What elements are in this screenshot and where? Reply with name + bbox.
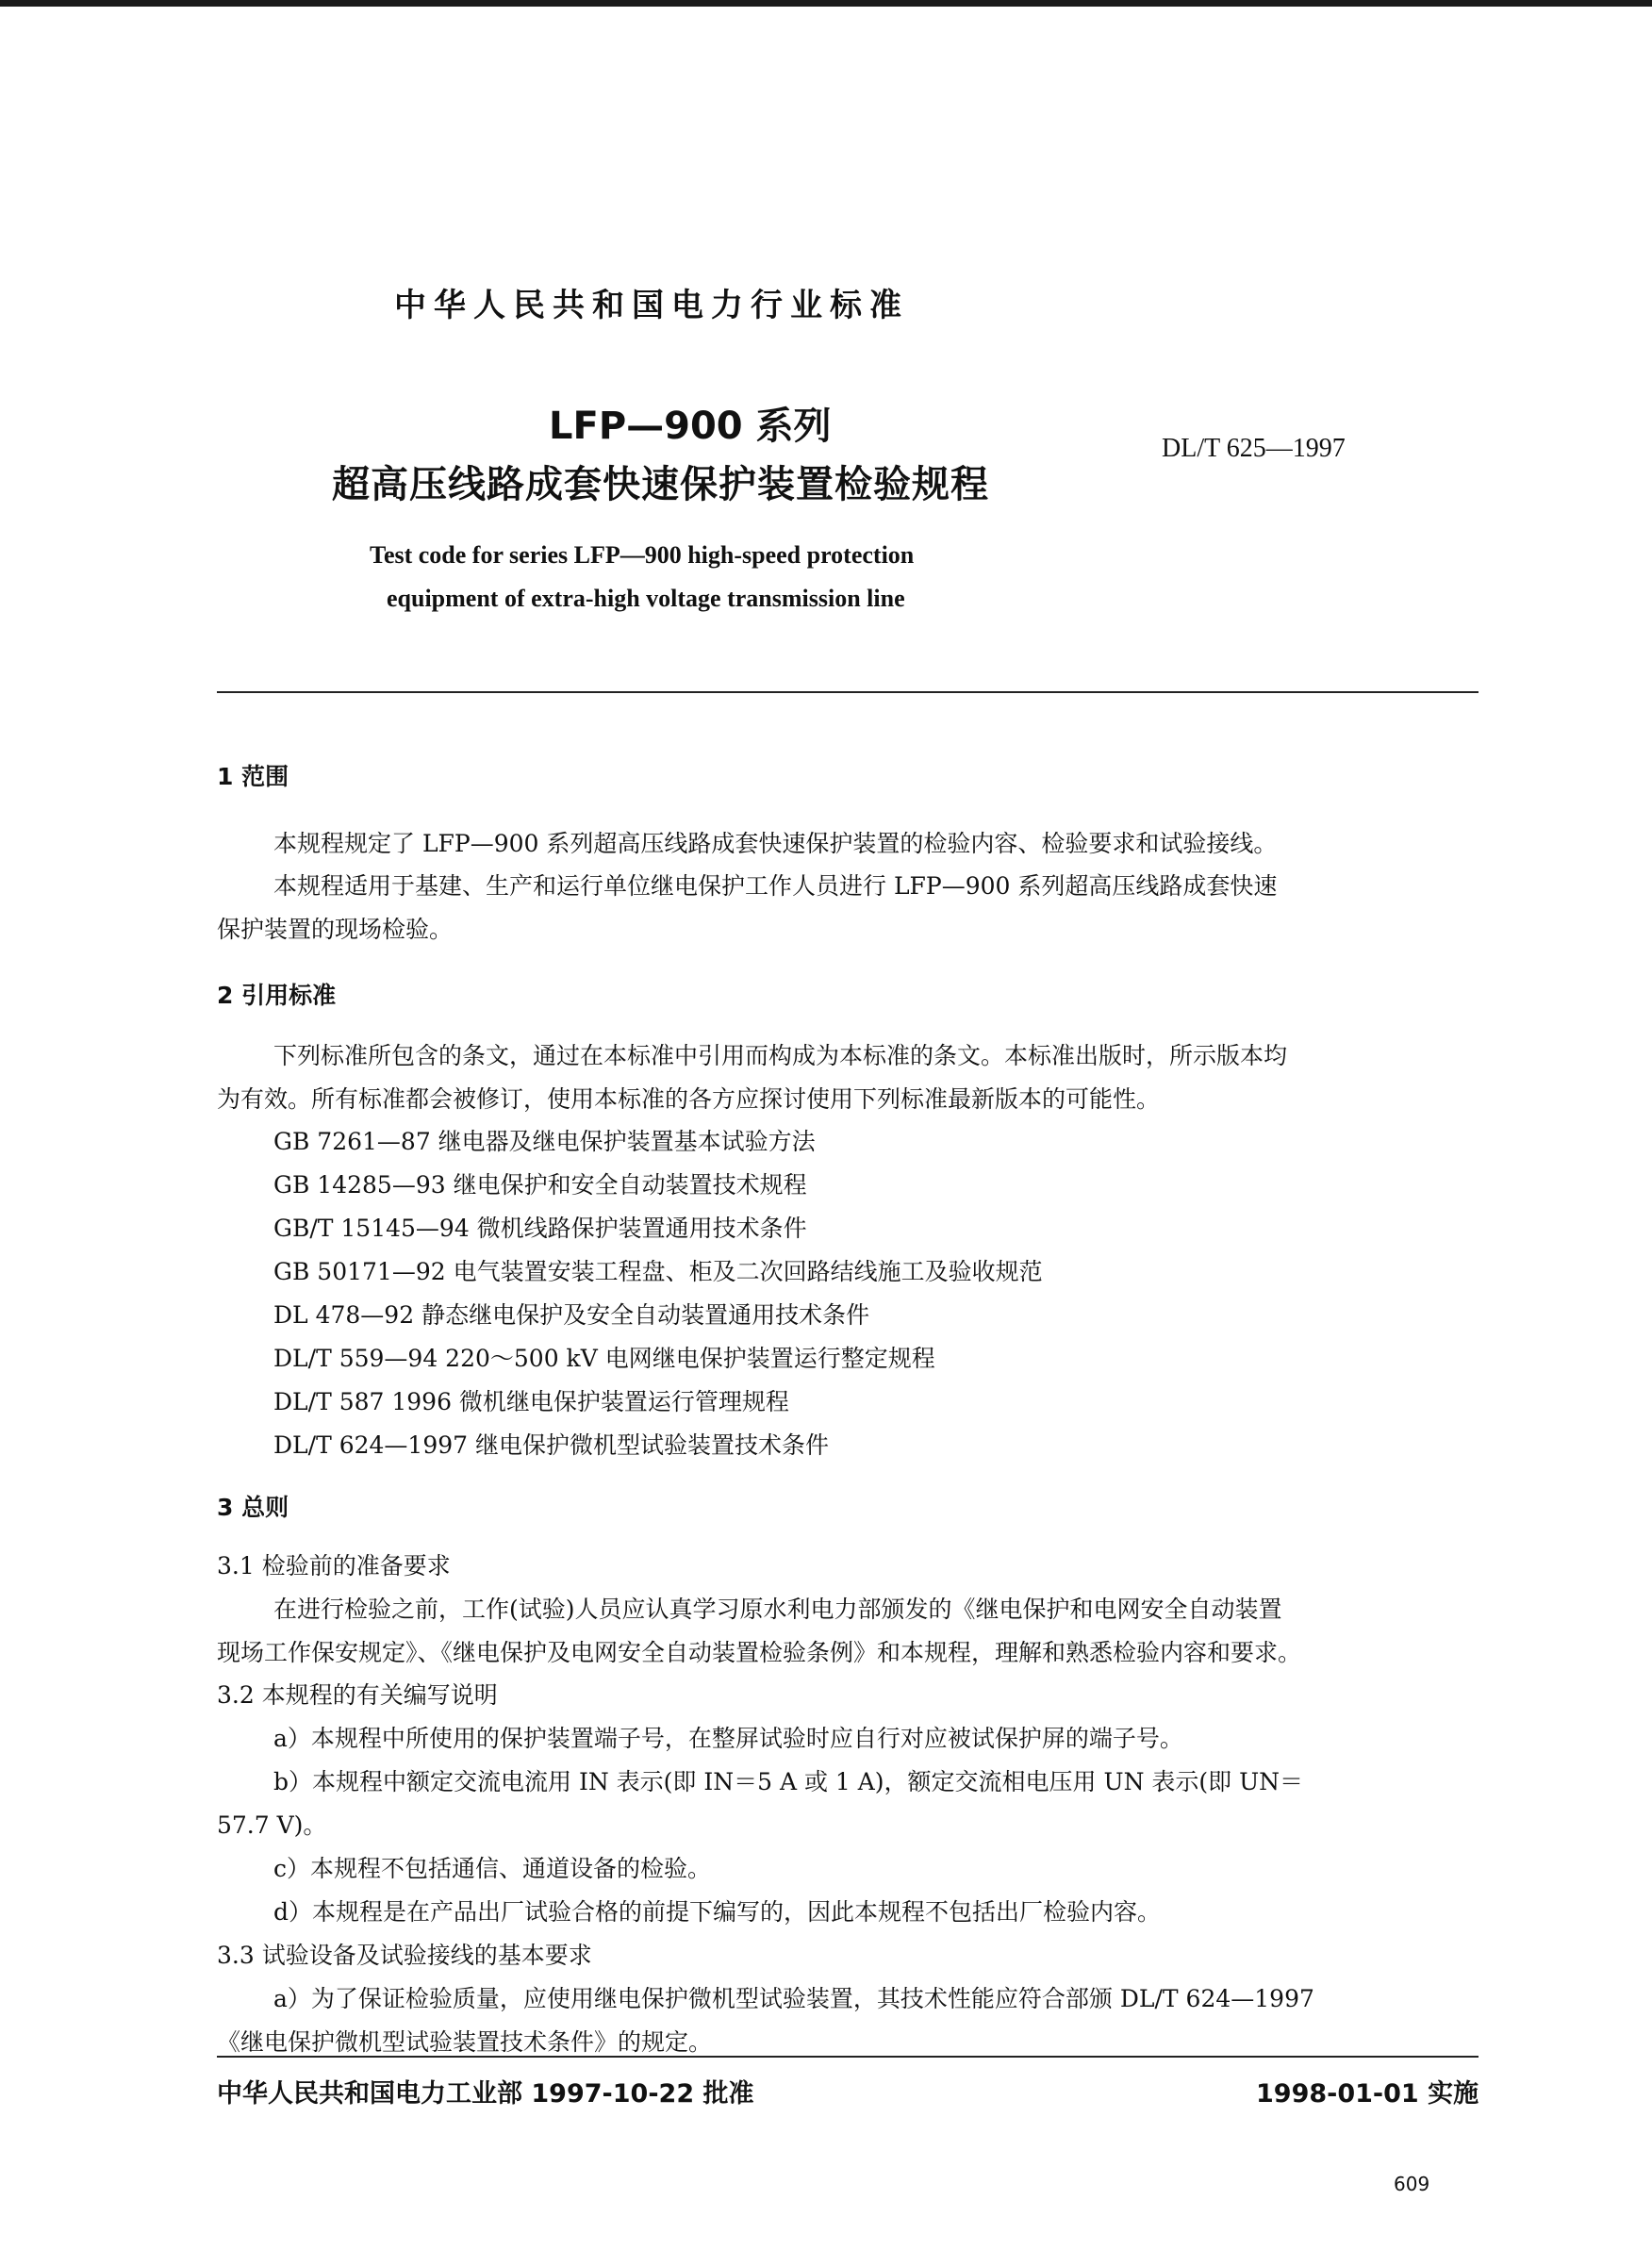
section-3-heading: 3 总则 [217, 1494, 289, 1521]
section-3-2-heading: 3.2 本规程的有关编写说明 [217, 1681, 498, 1709]
section-3-3-heading: 3.3 试验设备及试验接线的基本要求 [217, 1942, 592, 1969]
footer-separator-rule [217, 2056, 1479, 2058]
document-title-line1: LFP—900 系列 [549, 405, 832, 448]
section-1-paragraph-1: 本规程规定了 LFP—900 系列超高压线路成套快速保护装置的检验内容、检验要求和试验接线。 [273, 830, 1278, 857]
section-1-paragraph-2-line2: 保护装置的现场检验。 [217, 916, 454, 943]
standard-code: DL/T 625—1997 [1162, 434, 1346, 463]
section-2-paragraph-line2: 为有效。所有标准都会被修订，使用本标准的各方应探讨使用下列标准最新版本的可能性。 [217, 1085, 1161, 1113]
english-title-line1: Test code for series LFP—900 high-speed protection [370, 541, 915, 569]
reference-item: DL/T 587 1996 微机继电保护装置运行管理规程 [273, 1388, 789, 1415]
standard-type-heading: 中华人民共和国电力行业标准 [394, 287, 909, 324]
section-3-2-item-b-line1: b）本规程中额定交流电流用 IN 表示(即 IN＝5 A 或 1 A)，额定交流相电压用 UN 表示(即 UN＝ [273, 1768, 1304, 1795]
section-2-heading: 2 引用标准 [217, 982, 337, 1009]
section-3-3-item-a-line1: a）为了保证检验质量，应使用继电保护微机型试验装置，其技术性能应符合部颁 DL/T 624—1997 [273, 1985, 1314, 2012]
section-3-3-item-a-line2: 《继电保护微机型试验装置技术条件》的规定。 [217, 2028, 713, 2056]
reference-item: GB 14285—93 继电保护和安全自动装置技术规程 [273, 1171, 807, 1199]
reference-item: GB/T 15145—94 微机线路保护装置通用技术条件 [273, 1215, 807, 1242]
approval-statement: 中华人民共和国电力工业部 1997-10-22 批准 [217, 2079, 754, 2109]
top-border-rule [0, 0, 1652, 7]
section-1-heading: 1 范围 [217, 763, 289, 790]
section-3-2-item-b-line2: 57.7 V)。 [217, 1811, 327, 1839]
english-title-line2: equipment of extra-high voltage transmission line [387, 585, 905, 612]
reference-item: DL 478—92 静态继电保护及安全自动装置通用技术条件 [273, 1301, 870, 1329]
section-2-paragraph-line1: 下列标准所包含的条文，通过在本标准中引用而构成为本标准的条文。本标准出版时，所示版本均 [273, 1042, 1288, 1069]
page-number: 609 [1394, 2173, 1430, 2195]
section-3-2-item-c: c）本规程不包括通信、通道设备的检验。 [273, 1855, 712, 1882]
reference-item: GB 50171—92 电气装置安装工程盘、柜及二次回路结线施工及验收规范 [273, 1258, 1043, 1285]
reference-item: DL/T 624—1997 继电保护微机型试验装置技术条件 [273, 1431, 829, 1459]
section-3-1-paragraph-line1: 在进行检验之前，工作(试验)人员应认真学习原水利电力部颁发的《继电保护和电网安全自动装置 [273, 1596, 1282, 1623]
section-3-2-item-d: d）本规程是在产品出厂试验合格的前提下编写的，因此本规程不包括出厂检验内容。 [273, 1898, 1162, 1926]
section-3-2-item-a: a）本规程中所使用的保护装置端子号，在整屏试验时应自行对应被试保护屏的端子号。 [273, 1725, 1183, 1752]
reference-item: DL/T 559—94 220～500 kV 电网继电保护装置运行整定规程 [273, 1345, 935, 1372]
title-separator-rule [217, 691, 1479, 693]
section-1-paragraph-2-line1: 本规程适用于基建、生产和运行单位继电保护工作人员进行 LFP—900 系列超高压线路成套快速 [273, 872, 1278, 900]
section-3-1-heading: 3.1 检验前的准备要求 [217, 1552, 451, 1580]
reference-item: GB 7261—87 继电器及继电保护装置基本试验方法 [273, 1128, 816, 1155]
effective-date: 1998-01-01 实施 [1256, 2079, 1479, 2109]
section-3-1-paragraph-line2: 现场工作保安规定》、《继电保护及电网安全自动装置检验条例》和本规程，理解和熟悉检验内容和要求。 [217, 1639, 1302, 1666]
document-title-line2: 超高压线路成套快速保护装置检验规程 [332, 463, 989, 506]
